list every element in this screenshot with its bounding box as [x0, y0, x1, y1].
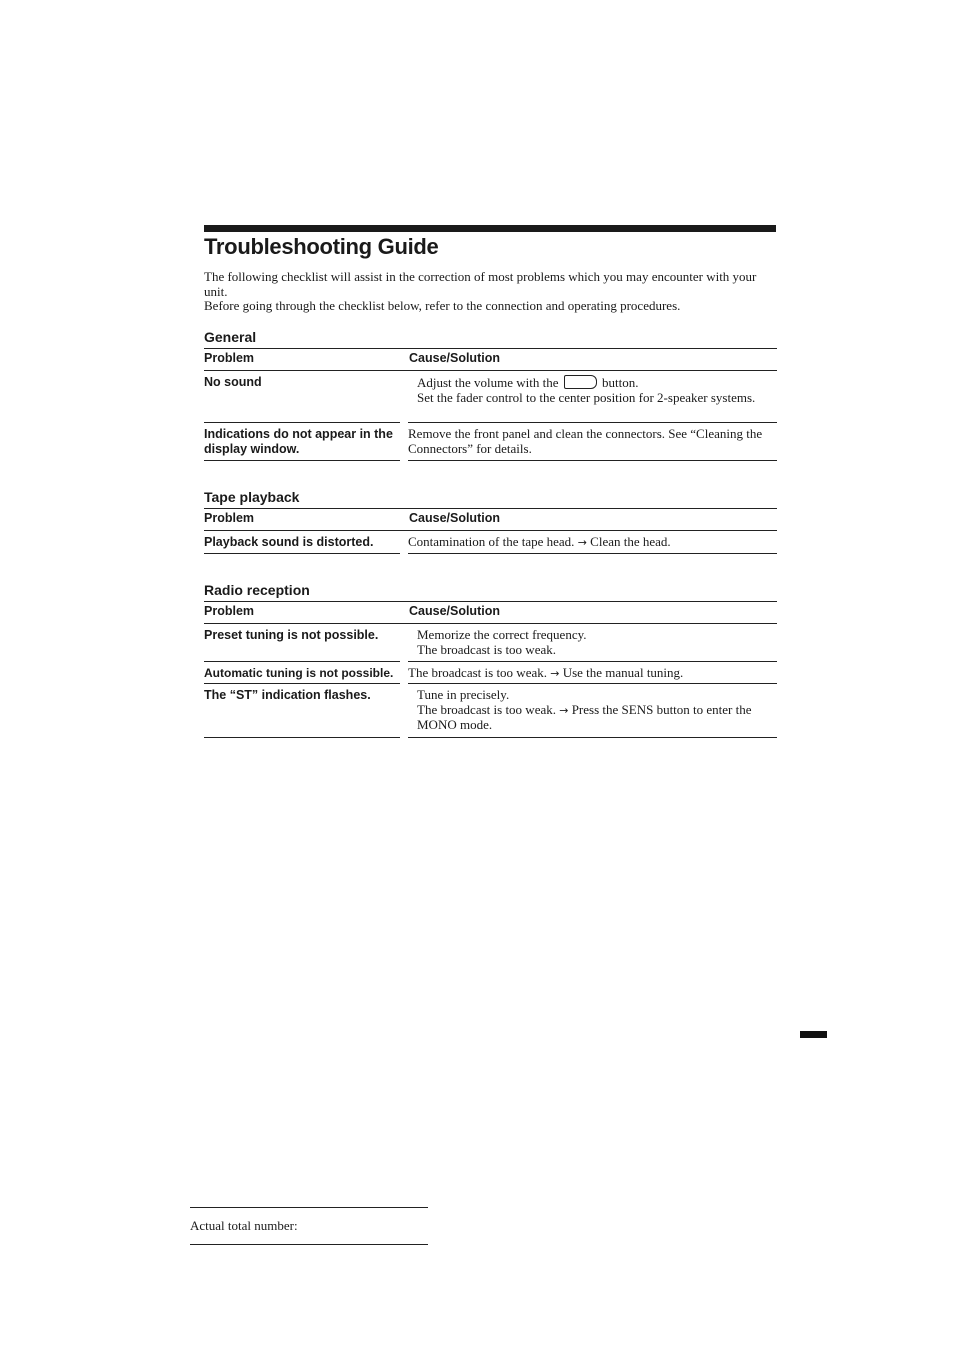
solution-cell — [408, 684, 777, 738]
page-edge-tab — [800, 1031, 827, 1038]
remedy-text: Use the manual tuning. — [562, 665, 684, 680]
solution-cell: Remove the front panel and clean the connectors. See “Cleaning the Connectors” for details. — [408, 423, 777, 461]
intro-text — [204, 270, 779, 314]
problem-cell: Indications do not appear in the display window. — [204, 423, 400, 461]
table-header — [204, 601, 777, 624]
problem-cell: Automatic tuning is not possible. — [204, 662, 400, 684]
column-header-problem: Problem — [204, 351, 255, 365]
radio-table — [204, 601, 777, 738]
general-table — [204, 348, 777, 461]
solution-text: button. — [602, 375, 639, 390]
cause-text: The broadcast is too weak. — [408, 665, 547, 680]
table-row — [204, 371, 777, 423]
section-heading-general: General — [204, 329, 257, 345]
solution-cell — [408, 531, 777, 554]
table-row — [204, 624, 777, 662]
solution-line: Set the fader control to the center position for 2-speaker systems. — [417, 389, 756, 405]
solution-text: Adjust the volume with the — [417, 375, 559, 390]
arrow-icon: → — [559, 703, 569, 717]
column-header-problem: Problem — [204, 511, 255, 525]
cause-text: Contamination of the tape head. — [408, 534, 575, 549]
solution-line — [417, 375, 777, 391]
solution-cell — [408, 371, 777, 423]
solution-line — [417, 703, 777, 733]
title-rule — [204, 225, 776, 232]
table-header — [204, 348, 777, 371]
tape-table — [204, 508, 777, 554]
arrow-icon: → — [550, 667, 560, 680]
section-heading-tape-playback: Tape playback — [204, 489, 300, 505]
table-row — [204, 684, 777, 738]
table-row — [204, 662, 777, 684]
column-header-solution: Cause/Solution — [409, 351, 500, 365]
solution-line: The broadcast is too weak. — [417, 641, 556, 657]
cause-text: The broadcast is too weak. — [417, 701, 556, 717]
problem-cell: Playback sound is distorted. — [204, 531, 400, 554]
remedy-text: Clean the head. — [590, 534, 671, 549]
page-title: Troubleshooting Guide — [204, 234, 439, 259]
problem-cell: No sound — [204, 371, 400, 423]
table-row — [204, 531, 777, 554]
column-header-solution: Cause/Solution — [409, 604, 500, 618]
solution-cell — [408, 624, 777, 662]
problem-cell: Preset tuning is not possible. — [204, 624, 400, 662]
arrow-icon: → — [577, 536, 587, 549]
solution-cell — [408, 662, 777, 684]
intro-paragraph: The following checklist will assist in the correction of most problems which you may encounter with your unit. — [204, 269, 757, 299]
footer-box — [190, 1207, 428, 1245]
table-header — [204, 508, 777, 531]
column-header-solution: Cause/Solution — [409, 511, 500, 525]
solution-line: Tune in precisely. — [417, 687, 510, 702]
table-row — [204, 423, 777, 461]
footer-label: Actual total number: — [190, 1218, 298, 1233]
problem-cell: The “ST” indication flashes. — [204, 684, 400, 738]
column-header-problem: Problem — [204, 604, 255, 618]
remedy-text: Press the SENS button to enter the MONO mode. — [417, 701, 752, 733]
volume-button-icon — [564, 375, 597, 389]
intro-paragraph: Before going through the checklist below, refer to the connection and operating procedures. — [204, 298, 681, 314]
section-heading-radio-reception: Radio reception — [204, 582, 310, 598]
solution-line: Memorize the correct frequency. — [417, 627, 587, 642]
